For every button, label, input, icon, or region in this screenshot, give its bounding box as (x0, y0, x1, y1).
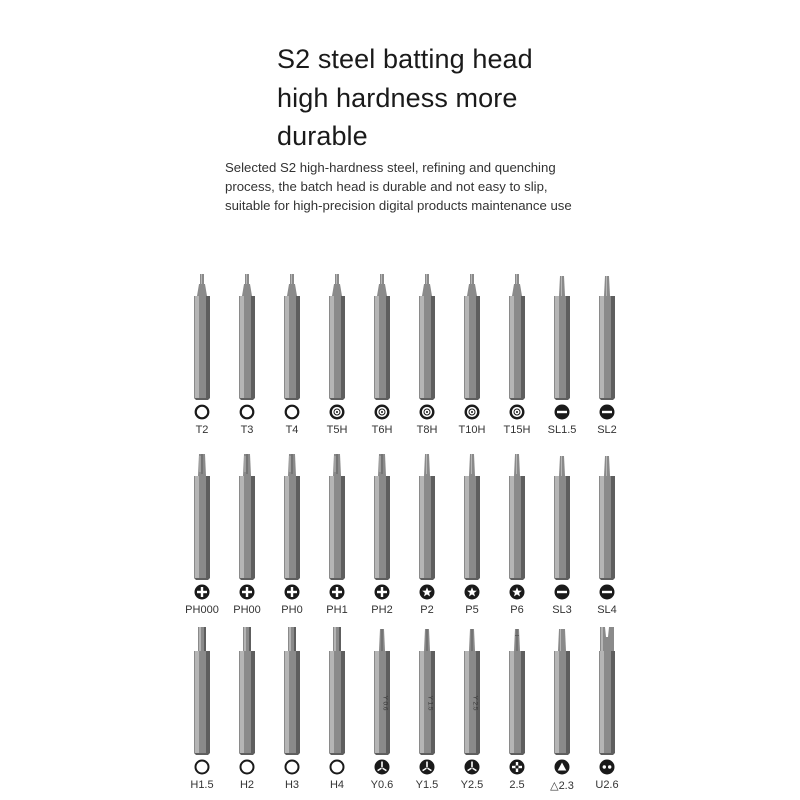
screwdriver-bit-image (325, 625, 349, 757)
slot-icon (554, 584, 570, 600)
screwdriver-bit-image (235, 625, 259, 757)
bit-ph0 (270, 450, 314, 620)
bit-label: P2 (420, 604, 434, 616)
slot-icon (599, 584, 615, 600)
bit-label: SL1.5 (547, 424, 577, 436)
bit-engraving: Y 0.6 (381, 695, 389, 711)
bit-label: Y0.6 (370, 779, 394, 791)
torx-security-icon (509, 404, 525, 420)
phillips-icon (374, 584, 390, 600)
bit-t6h (360, 270, 404, 440)
screwdriver-bit-image (235, 450, 259, 582)
bit-label: H2 (239, 779, 255, 791)
torx-security-icon (374, 404, 390, 420)
hex-icon (284, 759, 300, 775)
screwdriver-bit-image (280, 450, 304, 582)
screwdriver-bit-image (595, 270, 619, 402)
bit-h1.5 (180, 625, 224, 795)
torx-icon (284, 404, 300, 420)
bit-label: T8H (416, 424, 438, 436)
bit-engraving: Y 1.5 (426, 695, 434, 711)
bit-label: T4 (285, 424, 299, 436)
bit-h3 (270, 625, 314, 795)
bit-label: SL4 (597, 604, 617, 616)
bit-u2.6 (585, 625, 629, 795)
phillips-icon (194, 584, 210, 600)
bit-h4 (315, 625, 359, 795)
bit-sl4 (585, 450, 629, 620)
screwdriver-bit-image (280, 270, 304, 402)
hex-icon (194, 759, 210, 775)
slot-icon (554, 404, 570, 420)
bit-label: H1.5 (190, 779, 214, 791)
torx-icon (239, 404, 255, 420)
tri-wing-icon (419, 759, 435, 775)
screwdriver-bit-image (460, 625, 484, 757)
torx-icon (194, 404, 210, 420)
bit-y1.5 (405, 625, 449, 795)
bit-t2 (180, 270, 224, 440)
screwdriver-bit-image (325, 270, 349, 402)
pentalobe-icon (419, 584, 435, 600)
bit-ph00 (225, 450, 269, 620)
bit-row-1 (180, 270, 640, 440)
screwdriver-bit-image (325, 450, 349, 582)
bit-t5h (315, 270, 359, 440)
bit-row-3 (180, 625, 640, 795)
screwdriver-bit-image (460, 450, 484, 582)
bit-row-2 (180, 450, 640, 620)
screwdriver-bit-image (505, 625, 529, 757)
bit-label: SL3 (552, 604, 572, 616)
bit-label: T10H (458, 424, 486, 436)
phillips-icon (239, 584, 255, 600)
phillips-icon (284, 584, 300, 600)
bit-2.5 (495, 625, 539, 795)
bit-label: T3 (240, 424, 254, 436)
tri-wing-icon (374, 759, 390, 775)
bit-label: △2.3 (550, 780, 574, 792)
bit-label: T6H (371, 424, 393, 436)
screwdriver-bit-image (235, 270, 259, 402)
bit-label: T15H (503, 424, 531, 436)
bit-ph1 (315, 450, 359, 620)
screwdriver-bit-image (550, 450, 574, 582)
screwdriver-bit-image (190, 450, 214, 582)
screwdriver-bit-image (280, 625, 304, 757)
screwdriver-bit-image (190, 625, 214, 757)
description: Selected S2 high-hardness steel, refining and quenching process, the batch head is durable and not easy to slip, suitable for high-precision digital products maintenance use (225, 160, 572, 213)
slot-icon (599, 404, 615, 420)
screwdriver-bit-image (190, 270, 214, 402)
bit-label: PH0 (281, 604, 303, 616)
bit-label: Y1.5 (415, 779, 439, 791)
triangle-icon (554, 759, 570, 775)
screwdriver-bit-image (415, 270, 439, 402)
bit-label: T2 (195, 424, 209, 436)
pentalobe-icon (509, 584, 525, 600)
screwdriver-bit-image (505, 270, 529, 402)
screwdriver-bit-image (595, 450, 619, 582)
bit-label: U2.6 (595, 779, 619, 791)
bit-p5 (450, 450, 494, 620)
bit-label: Y2.5 (460, 779, 484, 791)
bit-sl3 (540, 450, 584, 620)
headline-line-1: S2 steel batting head (277, 44, 533, 74)
screwdriver-bit-image (595, 625, 619, 757)
headline (277, 40, 697, 156)
screwdriver-bit-image (460, 270, 484, 402)
bit-label: PH000 (185, 604, 219, 616)
hex-icon (239, 759, 255, 775)
torx-security-icon (329, 404, 345, 420)
bit-label: P5 (465, 604, 479, 616)
bit-t15h (495, 270, 539, 440)
screwdriver-bit-image (505, 450, 529, 582)
bit-t10h (450, 270, 494, 440)
bit-label: PH1 (326, 604, 348, 616)
bit-label: T5H (326, 424, 348, 436)
bit-sl2 (585, 270, 629, 440)
bit-label: H4 (329, 779, 345, 791)
torx-security-icon (419, 404, 435, 420)
screwdriver-bit-image (370, 625, 394, 757)
screwdriver-bit-image (550, 270, 574, 402)
bit-y2.5 (450, 625, 494, 795)
screwdriver-bit-image (550, 625, 574, 757)
bit-label: PH00 (233, 604, 261, 616)
phillips-icon (329, 584, 345, 600)
bit-label: 2.5 (509, 779, 525, 791)
bit-ph000 (180, 450, 224, 620)
bit-t4 (270, 270, 314, 440)
bit-p2 (405, 450, 449, 620)
bit-label: P6 (510, 604, 524, 616)
bit-y0.6 (360, 625, 404, 795)
bit-p6 (495, 450, 539, 620)
torx-security-icon (464, 404, 480, 420)
bit-t8h (405, 270, 449, 440)
headline-line-2: high hardness more (277, 82, 518, 113)
screwdriver-bit-image (415, 450, 439, 582)
bit-label: PH2 (371, 604, 393, 616)
u-shape-icon (599, 759, 615, 775)
bit-t3 (225, 270, 269, 440)
bit-h2 (225, 625, 269, 795)
bit-2.3 (540, 625, 584, 795)
bit-ph2 (360, 450, 404, 620)
screwdriver-bit-image (415, 625, 439, 757)
pentalobe-icon (464, 584, 480, 600)
bit-label: SL2 (597, 424, 617, 436)
bit-label: H3 (284, 779, 300, 791)
headline-line-3: durable (277, 121, 368, 151)
screwdriver-bit-image (370, 450, 394, 582)
tri-wing-icon (464, 759, 480, 775)
bit-sl1.5 (540, 270, 584, 440)
hex-icon (329, 759, 345, 775)
cross-icon (509, 759, 525, 775)
bit-engraving: Y 2.5 (471, 695, 479, 711)
screwdriver-bit-image (370, 270, 394, 402)
